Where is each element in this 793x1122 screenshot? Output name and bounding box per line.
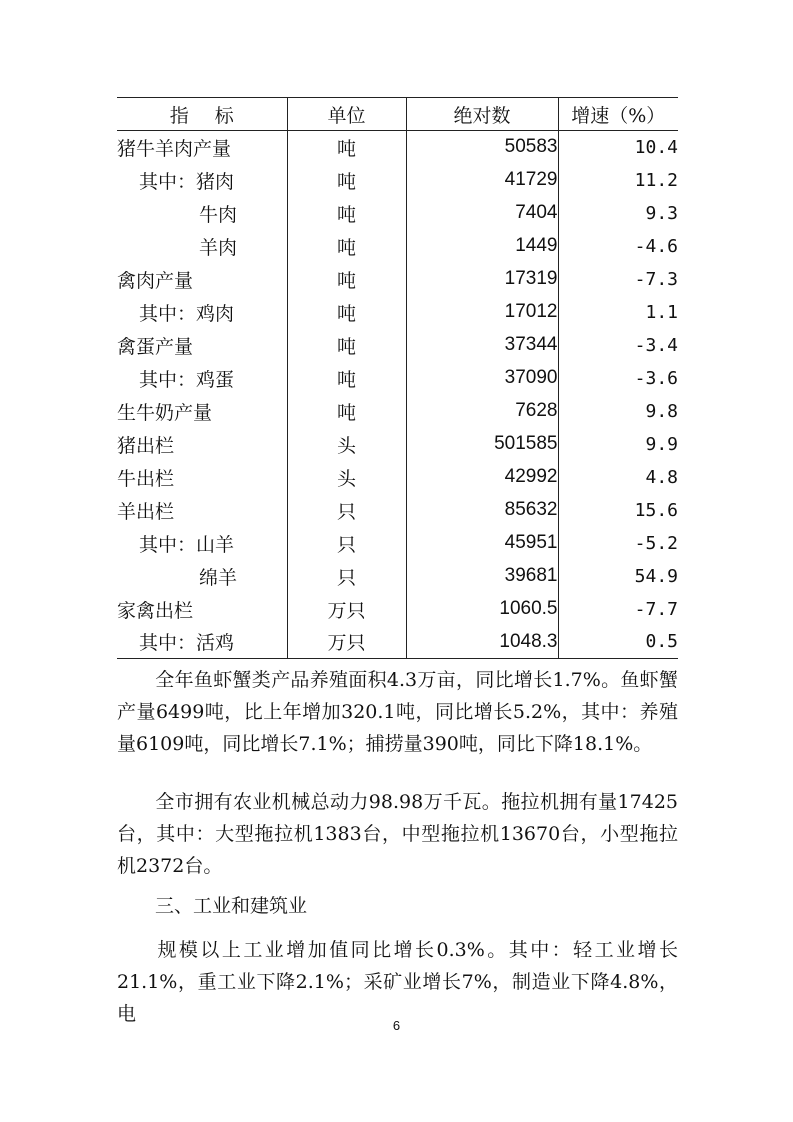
row-indicator: 猪出栏	[117, 434, 175, 457]
row-value: 39681	[406, 560, 558, 593]
row-value: 50583	[406, 131, 558, 164]
machinery-text: 全市拥有农业机械总动力98.98万千瓦。拖拉机拥有量17425台，其中：大型拖拉机1383台，中型拖拉机13670台，小型拖拉机2372台。	[117, 791, 678, 877]
row-value: 501585	[406, 428, 558, 461]
row-indicator: 其中：猪肉	[139, 170, 235, 193]
table-header-row	[117, 98, 678, 131]
table-row	[117, 263, 678, 296]
table-row	[117, 527, 678, 560]
table-row	[117, 131, 678, 164]
row-unit: 只	[287, 494, 406, 527]
row-unit: 万只	[287, 626, 406, 659]
table-row	[117, 197, 678, 230]
row-indicator: 生牛奶产量	[117, 401, 213, 424]
row-value: 17319	[406, 263, 558, 296]
industry-paragraph	[117, 934, 678, 1030]
fishery-paragraph	[117, 664, 678, 760]
row-value: 45951	[406, 527, 558, 560]
row-growth: -7.3	[558, 263, 678, 296]
row-unit: 吨	[287, 131, 406, 164]
row-indicator: 其中：鸡蛋	[139, 368, 235, 391]
row-unit: 只	[287, 560, 406, 593]
row-unit: 吨	[287, 395, 406, 428]
row-unit: 吨	[287, 230, 406, 263]
page-number: 6	[392, 1018, 401, 1033]
table-row	[117, 461, 678, 494]
table-row	[117, 296, 678, 329]
row-value: 1048.3	[406, 626, 558, 659]
table-row	[117, 395, 678, 428]
row-growth: 54.9	[558, 560, 678, 593]
row-value: 1060.5	[406, 593, 558, 626]
table-row	[117, 626, 678, 659]
machinery-paragraph	[117, 786, 678, 882]
table-row	[117, 329, 678, 362]
row-indicator: 禽肉产量	[117, 269, 194, 292]
row-unit: 头	[287, 461, 406, 494]
row-growth: -5.2	[558, 527, 678, 560]
table-row	[117, 428, 678, 461]
livestock-table	[117, 97, 678, 659]
row-value: 7404	[406, 197, 558, 230]
row-value: 1449	[406, 230, 558, 263]
row-growth: -7.7	[558, 593, 678, 626]
row-unit: 吨	[287, 197, 406, 230]
row-unit: 万只	[287, 593, 406, 626]
header-growth: 增速（%）	[558, 98, 678, 131]
row-indicator: 羊出栏	[117, 500, 175, 523]
row-unit: 头	[287, 428, 406, 461]
row-unit: 只	[287, 527, 406, 560]
table-row	[117, 494, 678, 527]
row-value: 41729	[406, 164, 558, 197]
row-growth: 10.4	[558, 131, 678, 164]
row-indicator: 家禽出栏	[117, 599, 194, 622]
header-indicator: 指标	[117, 98, 287, 131]
row-growth: 9.8	[558, 395, 678, 428]
row-growth: 1.1	[558, 296, 678, 329]
header-absolute: 绝对数	[406, 98, 558, 131]
row-indicator: 猪牛羊肉产量	[117, 137, 232, 160]
row-value: 37344	[406, 329, 558, 362]
table-row	[117, 230, 678, 263]
section-heading: 三、工业和建筑业	[155, 895, 308, 917]
header-unit: 单位	[287, 98, 406, 131]
row-indicator: 其中：活鸡	[117, 626, 287, 659]
table-row	[117, 593, 678, 626]
row-value: 17012	[406, 296, 558, 329]
row-indicator: 牛肉	[199, 203, 238, 226]
row-growth: 9.9	[558, 428, 678, 461]
row-unit: 吨	[287, 164, 406, 197]
table-row	[117, 164, 678, 197]
row-unit: 吨	[287, 263, 406, 296]
row-value: 7628	[406, 395, 558, 428]
row-value: 37090	[406, 362, 558, 395]
industry-text: 规模以上工业增加值同比增长0.3%。其中：轻工业增长21.1%，重工业下降2.1%；采矿业增长7%，制造业下降4.8%，电	[117, 939, 678, 1025]
row-unit: 吨	[287, 329, 406, 362]
row-value: 42992	[406, 461, 558, 494]
row-growth: 0.5	[558, 626, 678, 659]
row-indicator: 其中：鸡肉	[139, 302, 235, 325]
row-indicator: 绵羊	[199, 566, 238, 589]
fishery-text: 全年鱼虾蟹类产品养殖面积4.3万亩，同比增长1.7%。鱼虾蟹产量6499吨，比上年增加320.1吨，同比增长5.2%，其中：养殖量6109吨，同比增长7.1%；捕捞量390吨，同比下降18.1%。	[117, 669, 678, 755]
table-row	[117, 362, 678, 395]
row-indicator: 羊肉	[199, 236, 238, 259]
row-indicator: 牛出栏	[117, 467, 175, 490]
row-unit: 吨	[287, 362, 406, 395]
row-growth: -4.6	[558, 230, 678, 263]
row-unit: 吨	[287, 296, 406, 329]
row-growth: 4.8	[558, 461, 678, 494]
row-value: 85632	[406, 494, 558, 527]
row-growth: 9.3	[558, 197, 678, 230]
row-indicator: 禽蛋产量	[117, 335, 194, 358]
row-growth: -3.4	[558, 329, 678, 362]
row-growth: -3.6	[558, 362, 678, 395]
row-indicator: 其中：山羊	[139, 533, 235, 556]
table-row	[117, 560, 678, 593]
row-growth: 15.6	[558, 494, 678, 527]
row-growth: 11.2	[558, 164, 678, 197]
